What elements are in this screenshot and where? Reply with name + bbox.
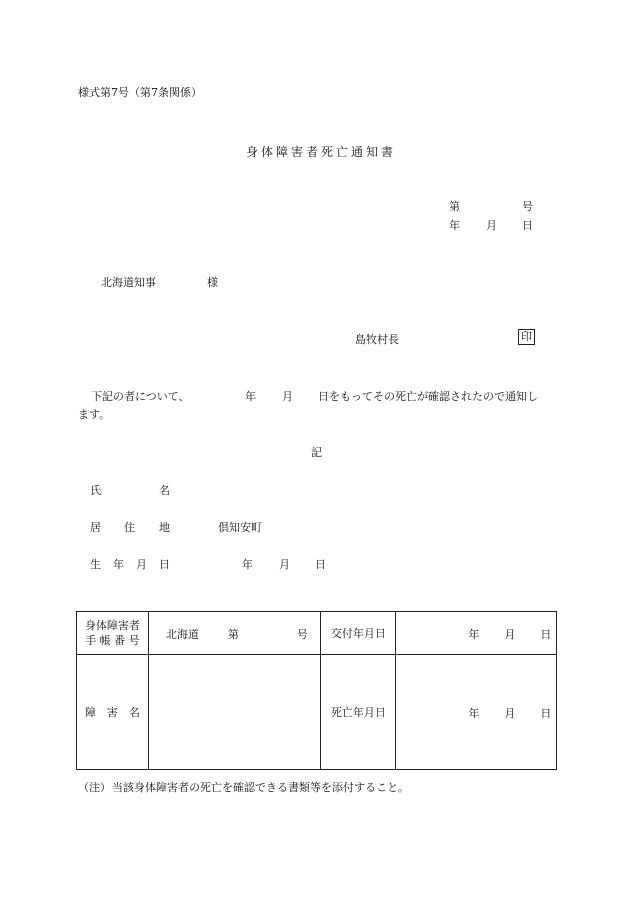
death-date-cell	[396, 655, 557, 770]
table-row	[77, 612, 557, 655]
handbook-number-label-cell	[77, 612, 149, 655]
certificate-table	[76, 611, 557, 770]
handbook-go: 号	[296, 628, 308, 641]
ki-heading: 記	[311, 446, 322, 459]
table-row	[77, 655, 557, 770]
issue-date-cell	[396, 612, 557, 655]
disability-name-label-cell: 障 害 名	[77, 655, 149, 770]
name-label-2: 名	[159, 484, 170, 497]
birth-label-4: 日	[159, 558, 170, 571]
issue-day: 日	[540, 628, 552, 641]
address-label-2: 住	[124, 521, 135, 534]
doc-number-dai: 第	[449, 200, 460, 213]
date-month: 月	[486, 219, 497, 232]
doc-number-go: 号	[522, 200, 533, 213]
birth-day: 日	[315, 558, 326, 571]
birth-label-2: 年	[113, 558, 124, 571]
addressee-name: 北海道知事	[101, 276, 156, 289]
note-text: 当該身体障害者の死亡を確認できる書類等を添付すること。	[112, 781, 409, 794]
address-label-1: 居	[90, 521, 101, 534]
birth-label-1: 生	[90, 558, 101, 571]
name-label-1: 氏	[90, 484, 101, 497]
sender-name: 島牧村長	[355, 333, 399, 346]
disability-name-cell	[148, 655, 321, 770]
document-title: 身体障害者死亡通知書	[246, 145, 397, 159]
death-date-label-cell: 死亡年月日	[321, 655, 396, 770]
note-prefix: （注）	[78, 781, 111, 794]
form-number: 様式第7号（第7条関係）	[78, 86, 202, 99]
issue-month: 月	[504, 628, 516, 641]
handbook-dai: 第	[227, 628, 239, 641]
body-month: 月	[282, 390, 293, 403]
death-day: 日	[540, 707, 552, 720]
seal-stamp: 印	[518, 329, 535, 345]
handbook-number-cell	[148, 612, 321, 655]
issue-year: 年	[468, 628, 480, 641]
body-text-line2: ます。	[78, 408, 111, 421]
address-value: 倶知安町	[218, 521, 262, 534]
issue-date-label-cell: 交付年月日	[321, 612, 396, 655]
addressee-suffix: 様	[207, 276, 218, 289]
handbook-number-label-line1: 身体障害者	[84, 619, 140, 632]
body-year: 年	[245, 390, 256, 403]
address-label-3: 地	[159, 521, 170, 534]
handbook-number-label-line2: 手 帳 番 号	[85, 634, 140, 647]
date-year: 年	[449, 219, 460, 232]
death-month: 月	[504, 707, 516, 720]
handbook-prefecture: 北海道	[165, 628, 199, 641]
body-text-end: 日をもってその死亡が確認されたので通知し	[318, 390, 538, 403]
date-day: 日	[522, 219, 533, 232]
death-year: 年	[468, 707, 480, 720]
birth-year: 年	[242, 558, 253, 571]
birth-month: 月	[279, 558, 290, 571]
body-text-start: 下記の者について、	[91, 390, 190, 403]
birth-label-3: 月	[136, 558, 147, 571]
